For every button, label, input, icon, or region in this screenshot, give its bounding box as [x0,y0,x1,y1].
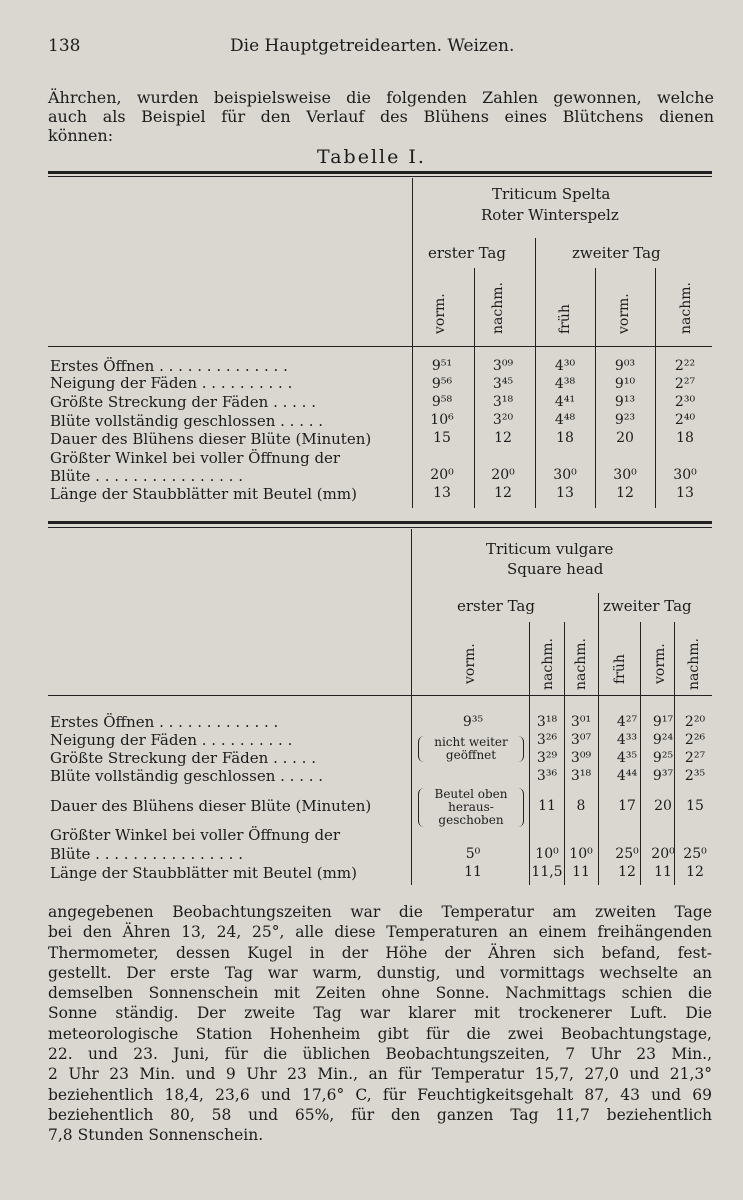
table-cell: 11 [464,864,482,880]
column-header: vorm. [652,643,668,684]
table-cell: 11 [538,798,556,814]
body-line: Sonne ständig. Der zweite Tag war klarer mit trockenerer Luft. Die [48,1004,712,1023]
table-cell: 12 [494,430,512,446]
row-label: Größte Streckung der Fäden . . . . . [50,393,316,411]
running-title: Die Hauptgetreidearten. Weizen. [230,36,515,56]
table-cell: 25⁰ [683,846,707,862]
day-2-header: zweiter Tag [603,597,692,615]
table-cell: 9⁰³ [614,358,636,374]
table-cell: 4³³ [616,732,638,748]
table-cell: 30⁰ [553,467,577,483]
intro-line: auch als Beispiel für den Verlauf des Blühens eines Blütchens dienen [48,107,714,126]
body-line: demselben Sonnenschein mit Zeiten ohne Sonne. Nachmittags schien die [48,984,712,1003]
table-cell: 4⁴⁴ [616,768,638,784]
table-cell: 12 [494,485,512,501]
table-cell: 3⁰⁹ [492,358,514,374]
table-cell: 9²⁴ [652,732,674,748]
table-title: Tabelle I. [317,146,426,168]
row-label: Größter Winkel bei voller Öffnung der [50,449,341,467]
body-line: gestellt. Der erste Tag war warm, dunstig, und vormittags wechselte an [48,963,712,982]
table-cell: 2²⁰ [684,714,706,730]
table-cell: 13 [433,485,451,501]
body-line: bei den Ähren 13, 24, 25°, alle diese Temperaturen an einem freihängenden [48,923,712,942]
table-cell: 4³⁸ [554,376,576,392]
row-label: Blüte . . . . . . . . . . . . . . . . [50,845,243,863]
table-cell: 15 [433,430,451,446]
running-header [48,36,713,62]
table-cell: 9³⁷ [652,768,674,784]
brace-note-line: heraus- [448,800,494,814]
table-cell: 3⁰⁷ [570,732,592,748]
table-cell: 20⁰ [491,467,515,483]
column-header: nachm. [540,638,556,690]
table-cell: 10⁶ [430,412,454,428]
row-label: Größter Winkel bei voller Öffnung der [50,826,341,844]
body-paragraph [48,902,712,1146]
day-1-header: erster Tag [428,244,506,262]
intro-line: können: [48,126,114,145]
table-rule [48,527,712,528]
table-cell: 3¹⁸ [492,394,514,410]
table-rule [48,171,712,174]
table-cell: 12 [686,864,704,880]
brace-note-line: nicht weiter [434,735,508,749]
column-header: nachm. [678,282,694,334]
brace-note [418,736,524,762]
row-label: Neigung der Fäden . . . . . . . . . . [50,731,293,749]
table-cell: 8 [576,798,586,814]
table-cell: 4³⁵ [616,750,638,766]
brace-note-line: Beutel oben [434,787,508,801]
body-line: beziehentlich 80, 58 und 65%, für den ganzen Tag 11,7 beziehentlich [48,1105,712,1124]
table-cell: 18 [676,430,694,446]
table-cell: 3²⁰ [492,412,514,428]
body-line: 7,8 Stunden Sonnenschein. [48,1126,264,1145]
table-cell: 2³⁵ [684,768,706,784]
body-line: Thermometer, dessen Kugel in der Höhe der Ähren sich befand, fest- [48,943,712,962]
table-cell: 3²⁶ [536,732,558,748]
table-rule [48,176,712,177]
brace-note-line: geschoben [438,813,504,827]
table-cell: 2²⁷ [684,750,706,766]
table-cell: 30⁰ [673,467,697,483]
table-cell: 2²⁷ [674,376,696,392]
row-label: Blüte . . . . . . . . . . . . . . . . [50,467,243,485]
intro-line: Ährchen, wurden beispielsweise die folgenden Zahlen gewonnen, welche [48,88,714,107]
table-cell: 3⁴⁵ [492,376,514,392]
table-cell: 9¹⁰ [614,376,636,392]
row-label: Neigung der Fäden . . . . . . . . . . [50,374,293,392]
table-cell: 18 [556,430,574,446]
table-cell: 12 [616,485,634,501]
column-divider [655,268,656,508]
table-rule [48,521,712,524]
table-divider [412,178,413,508]
brace-note-line: geöffnet [445,748,497,762]
table-cell: 3⁰¹ [570,714,592,730]
column-header: nachm. [686,638,702,690]
table-cell: 9⁵⁸ [431,394,453,410]
table-cell: 11,5 [531,864,563,880]
row-label: Dauer des Blühens dieser Blüte (Minuten) [50,797,372,815]
column-divider [474,268,475,508]
row-label: Länge der Staubblätter mit Beutel (mm) [50,485,357,503]
row-label: Blüte vollständig geschlossen . . . . . [50,767,324,785]
table-cell: 11 [572,864,590,880]
row-label: Länge der Staubblätter mit Beutel (mm) [50,864,357,882]
row-label: Blüte vollständig geschlossen . . . . . [50,412,324,430]
table-cell: 2²² [674,358,696,374]
body-line: beziehentlich 18,4, 23,6 und 17,6° C, für Feuchtigkeitsgehalt 87, 43 und 69 [48,1085,712,1104]
table-cell: 4⁴¹ [554,394,576,410]
table-cell: 4³⁰ [554,358,576,374]
row-label: Erstes Öffnen . . . . . . . . . . . . . [50,713,279,731]
day-divider [535,238,536,508]
variety-subname: Roter Winterspelz [481,206,619,224]
table-cell: 9⁵⁶ [431,376,453,392]
variety-name: Triticum vulgare [486,540,614,558]
table-divider [411,529,412,885]
table-cell: 20 [654,798,672,814]
row-label: Dauer des Blühens dieser Blüte (Minuten) [50,430,372,448]
column-header: vorm. [432,293,448,334]
column-header: vorm. [616,293,632,334]
table-cell: 9⁵¹ [431,358,453,374]
table-cell: 25⁰ [615,846,639,862]
table-cell: 9¹³ [614,394,636,410]
table-cell: 3²⁹ [536,750,558,766]
table-cell: 9¹⁷ [652,714,674,730]
table-cell: 13 [556,485,574,501]
table-cell: 4⁴⁸ [554,412,576,428]
table-cell: 3¹⁸ [536,714,558,730]
column-header: früh [557,304,573,334]
table-cell: 2⁴⁰ [674,412,696,428]
page-number: 138 [48,36,81,56]
table-cell: 30⁰ [613,467,637,483]
column-header: vorm. [462,643,478,684]
column-header: nachm. [573,638,589,690]
day-2-header: zweiter Tag [572,244,661,262]
table-cell: 11 [654,864,672,880]
table-cell: 20 [616,430,634,446]
table-cell: 13 [676,485,694,501]
row-label: Erstes Öffnen . . . . . . . . . . . . . . [50,357,288,375]
column-header: nachm. [490,282,506,334]
table-cell: 20⁰ [430,467,454,483]
table-cell: 9³⁵ [462,714,484,730]
body-line: 2 Uhr 23 Min. und 9 Uhr 23 Min., an für Temperatur 15,7, 27,0 und 21,3° [48,1065,712,1084]
table-cell: 5⁰ [465,846,481,862]
table-cell: 15 [686,798,704,814]
variety-subname: Square head [507,560,604,578]
column-header: früh [612,654,628,684]
row-label: Größte Streckung der Fäden . . . . . [50,749,316,767]
table-cell: 3¹⁸ [570,768,592,784]
table-cell: 9²⁵ [652,750,674,766]
table-cell: 12 [618,864,636,880]
table-cell: 3³⁶ [536,768,558,784]
table-cell: 10⁰ [569,846,593,862]
variety-name: Triticum Spelta [492,185,611,203]
intro-paragraph [48,88,714,145]
brace-note [418,788,524,827]
table-cell: 3⁰⁹ [570,750,592,766]
table-cell: 4²⁷ [616,714,638,730]
body-line: meteorologische Station Hohenheim gibt für die zwei Beobachtungstage, [48,1024,712,1043]
table-rule [48,695,712,696]
column-divider [595,268,596,508]
table-cell: 20⁰ [651,846,675,862]
body-line: 22. und 23. Juni, für die üblichen Beobachtungszeiten, 7 Uhr 23 Min., [48,1045,712,1064]
table-cell: 9²³ [614,412,636,428]
table-cell: 2²⁶ [684,732,706,748]
table-cell: 2³⁰ [674,394,696,410]
table-cell: 10⁰ [535,846,559,862]
table-rule [48,346,712,347]
table-cell: 17 [618,798,636,814]
day-1-header: erster Tag [457,597,535,615]
body-line: angegebenen Beobachtungszeiten war die Temperatur am zweiten Tage [48,903,712,921]
